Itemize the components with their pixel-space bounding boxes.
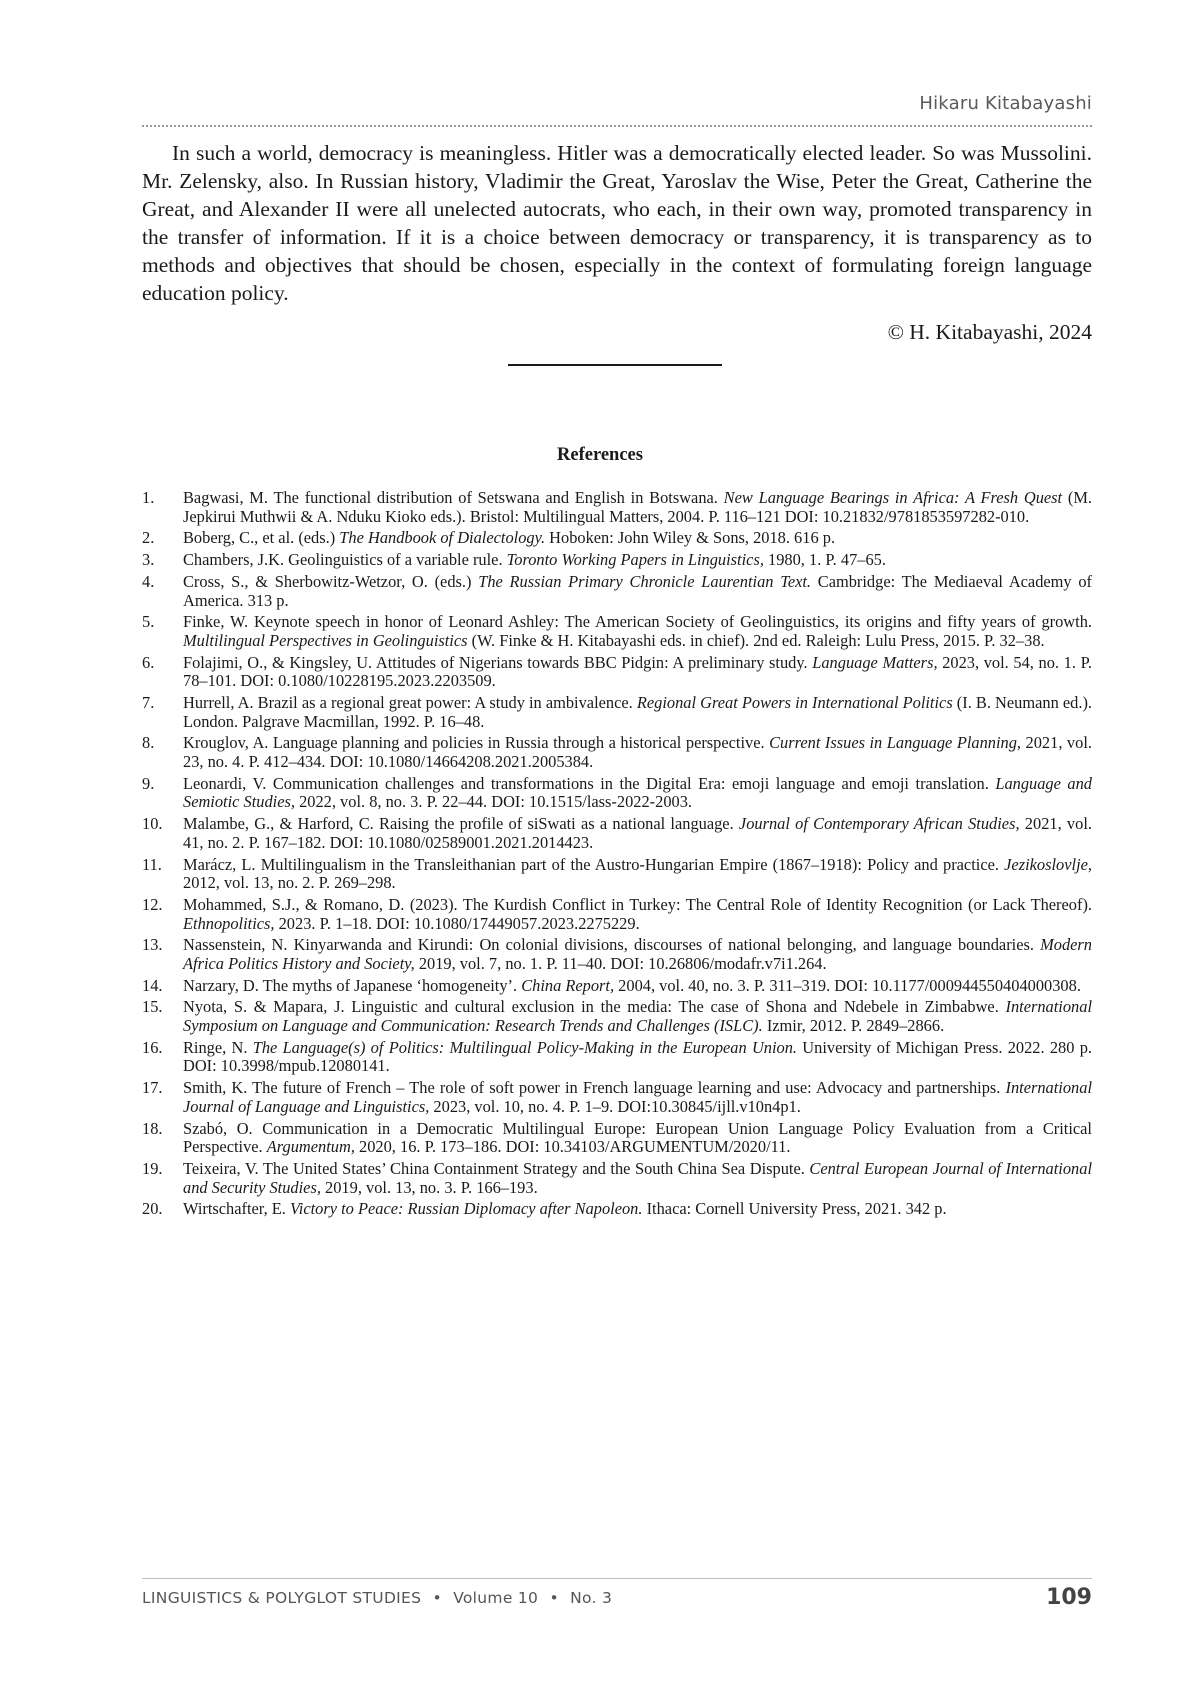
reference-publication-details: 2021, vol. 41, no. 2. P. 167–182. DOI: 10.1080/02589001.2021.2014423. — [183, 814, 1092, 852]
reference-source-title: China Report, — [521, 975, 615, 995]
journal-volume: Volume 10 — [453, 1589, 539, 1607]
reference-authors-title: Bagwasi, M. The functional distribution of Setswana and English in Botswana. — [183, 488, 724, 507]
references-list — [142, 489, 1092, 1222]
reference-source-title: Ethnopolitics, — [183, 913, 275, 933]
reference-text — [183, 1160, 1092, 1197]
reference-item — [142, 529, 1092, 548]
reference-number: 11. — [142, 854, 162, 874]
reference-item — [142, 936, 1092, 973]
reference-publication-details: Ithaca: Cornell University Press, 2021. 342 p. — [642, 1199, 947, 1219]
reference-source-title: The Language(s) of Politics: Multilingual Policy-Making in the European Union. — [252, 1037, 798, 1057]
reference-text — [183, 694, 1092, 731]
reference-item — [142, 977, 1092, 996]
reference-number: 16. — [142, 1037, 163, 1057]
reference-number: 8. — [142, 733, 155, 753]
reference-source-title: Victory to Peace: Russian Diplomacy after Napoleon. — [290, 1199, 643, 1219]
reference-item — [142, 1039, 1092, 1076]
reference-authors-title: Cross, S., & Sherbowitz-Wetzor, O. (eds.) — [183, 571, 479, 591]
reference-text — [183, 998, 1092, 1035]
reference-publication-details: Cambridge: The Mediaeval Academy of America. 313 p. — [183, 571, 1093, 610]
reference-number: 1. — [142, 488, 155, 507]
reference-publication-details: 2020, 16. P. 173–186. DOI: 10.34103/ARGUMENTUM/2020/11. — [354, 1137, 791, 1157]
reference-authors-title: Chambers, J.K. Geolinguistics of a variable rule. — [183, 550, 507, 570]
reference-publication-details: 2023, vol. 54, no. 1. P. 78–101. DOI: 0.1080/10228195.2023.2203509. — [183, 652, 1092, 691]
reference-authors-title: Krouglov, A. Language planning and policies in Russia through a historical perspective. — [183, 733, 770, 753]
reference-publication-details: 2023. P. 1–18. DOI: 10.1080/17449057.2023.2275229. — [274, 913, 640, 933]
reference-publication-details: (I. B. Neumann ed.). London. Palgrave Macmillan, 1992. P. 16–48. — [183, 693, 1093, 731]
reference-source-title: International Symposium on Language and Communication: Research Trends and Challenges (ISLC). — [183, 997, 1092, 1036]
reference-number: 6. — [142, 652, 155, 672]
reference-item — [142, 1200, 1092, 1219]
reference-text — [183, 1120, 1092, 1157]
reference-number: 9. — [142, 773, 155, 793]
reference-text — [183, 856, 1092, 893]
footer-separator: • — [432, 1589, 442, 1607]
reference-item — [142, 551, 1092, 570]
reference-item — [142, 613, 1092, 650]
reference-item — [142, 734, 1092, 771]
reference-item — [142, 998, 1092, 1035]
reference-source-title: Argumentum, — [266, 1137, 355, 1157]
reference-authors-title: Ringe, N. — [183, 1037, 253, 1057]
reference-source-title: The Russian Primary Chronicle Laurentian Text. — [478, 571, 812, 591]
reference-number: 2. — [142, 528, 155, 548]
reference-authors-title: Szabó, O. Communication in a Democratic Multilingual Europe: European Union Language Policy Evaluation from a Critical Perspective. — [183, 1118, 1092, 1157]
reference-publication-details: 2019, vol. 7, no. 1. P. 11–40. DOI: 10.26806/modafr.v7i1.264. — [414, 953, 827, 973]
reference-item — [142, 654, 1092, 691]
reference-authors-title: Smith, K. The future of French – The role of soft power in French language learning and use: Advocacy and partnerships. — [183, 1078, 1006, 1098]
reference-source-title: Multilingual Perspectives in Geolinguistics — [183, 630, 468, 650]
reference-number: 7. — [142, 693, 155, 713]
reference-publication-details: 2004, vol. 40, no. 3. P. 311–319. DOI: 10.1177/000944550404000308. — [614, 975, 1081, 995]
reference-publication-details: Hoboken: John Wiley & Sons, 2018. 616 p. — [545, 528, 836, 548]
reference-publication-details: (M. Jepkirui Muthwii & A. Nduku Kioko eds.). Bristol: Multilingual Matters, 2004. P. 116–121 DOI: 10.21832/9781853597282-010. — [183, 488, 1092, 526]
reference-text — [183, 734, 1092, 771]
reference-authors-title: Hurrell, A. Brazil as a regional great power: A study in ambivalence. — [183, 693, 637, 713]
reference-authors-title: Folajimi, O., & Kingsley, U. Attitudes of Nigerians towards BBC Pidgin: A preliminary study. — [183, 652, 813, 672]
reference-number: 17. — [142, 1078, 163, 1098]
page-number: 109 — [1046, 1585, 1092, 1610]
reference-text — [183, 815, 1092, 852]
reference-text — [183, 936, 1092, 973]
reference-source-title: Jezikoslovlje, — [1004, 854, 1092, 874]
reference-item — [142, 856, 1092, 893]
reference-source-title: Toronto Working Papers in Linguistics, — [506, 550, 764, 570]
reference-item — [142, 1160, 1092, 1197]
reference-publication-details: 2019, vol. 13, no. 3. P. 166–193. — [320, 1177, 538, 1197]
reference-source-title: The Handbook of Dialectology. — [339, 528, 546, 548]
footer-journal-info — [142, 1589, 612, 1607]
reference-authors-title: Boberg, C., et al. (eds.) — [183, 528, 340, 548]
reference-authors-title: Wirtschafter, E. — [183, 1199, 290, 1219]
reference-item — [142, 775, 1092, 812]
reference-number: 14. — [142, 975, 163, 995]
reference-text — [183, 613, 1092, 650]
reference-source-title: Language Matters, — [812, 652, 938, 672]
reference-text — [183, 489, 1092, 526]
reference-item — [142, 1079, 1092, 1116]
reference-authors-title: Malambe, G., & Harford, C. Raising the profile of siSwati as a national language. — [183, 814, 739, 834]
header-divider — [142, 125, 1092, 127]
reference-number: 13. — [142, 935, 163, 955]
reference-source-title: International Journal of Language and Linguistics, — [183, 1078, 1092, 1116]
reference-item — [142, 489, 1092, 526]
reference-source-title: Journal of Contemporary African Studies, — [738, 814, 1020, 834]
reference-number: 18. — [142, 1118, 163, 1138]
section-divider — [508, 364, 722, 366]
reference-item — [142, 896, 1092, 933]
reference-text — [183, 654, 1092, 691]
reference-publication-details: Izmir, 2012. P. 2849–2866. — [762, 1016, 945, 1036]
reference-text — [183, 1039, 1092, 1076]
footer-separator: • — [549, 1589, 559, 1607]
reference-publication-details: 2012, vol. 13, no. 2. P. 269–298. — [183, 873, 396, 893]
reference-number: 19. — [142, 1158, 163, 1178]
reference-authors-title: Narzary, D. The myths of Japanese ‘homogeneity’. — [183, 975, 522, 995]
reference-publication-details: 2022, vol. 8, no. 3. P. 22–44. DOI: 10.1515/lass-2022-2003. — [294, 792, 692, 812]
running-head-author: Hikaru Kitabayashi — [919, 93, 1092, 114]
reference-text — [183, 573, 1092, 610]
reference-authors-title: Finke, W. Keynote speech in honor of Leonard Ashley: The American Society of Geolinguistics, its origins and fifty years of growth. — [183, 612, 1092, 632]
reference-source-title: Language and Semiotic Studies, — [183, 773, 1093, 812]
reference-authors-title: Mohammed, S.J., & Romano, D. (2023). The Kurdish Conflict in Turkey: The Central Role of Identity Recognition (or Lack Thereof). — [183, 894, 1092, 914]
footer-divider — [142, 1578, 1092, 1579]
reference-authors-title: Marácz, L. Multilingualism in the Transleithanian part of the Austro-Hungarian Empire (1867–1918): Policy and practice. — [183, 854, 1005, 874]
reference-number: 10. — [142, 814, 163, 834]
reference-source-title: Current Issues in Language Planning, — [769, 733, 1022, 753]
reference-source-title: Central European Journal of International and Security Studies, — [183, 1158, 1092, 1197]
reference-authors-title: Nyota, S. & Mapara, J. Linguistic and cultural exclusion in the media: The case of Shona and Ndebele in Zimbabwe. — [183, 997, 1006, 1017]
reference-publication-details: 2021, vol. 23, no. 4. P. 412–434. DOI: 10.1080/14664208.2021.2005384. — [183, 733, 1092, 772]
reference-item — [142, 694, 1092, 731]
journal-title: LINGUISTICS & POLYGLOT STUDIES — [142, 1589, 422, 1607]
journal-issue: No. 3 — [570, 1589, 613, 1607]
reference-source-title: New Language Bearings in Africa: A Fresh Quest — [723, 488, 1063, 507]
reference-publication-details: (W. Finke & H. Kitabayashi eds. in chief). 2nd ed. Raleigh: Lulu Press, 2015. P. 32–38. — [467, 630, 1045, 650]
reference-item — [142, 815, 1092, 852]
reference-text — [183, 1200, 1092, 1219]
body-paragraph: In such a world, democracy is meaningless. Hitler was a democratically elected leader. So was Mussolini. Mr. Zelensky, also. In Russian history, Vladimir the Great, Yaroslav the Wise, Peter the Great, Catherine the Great, and Alexander II were all unelected autocrats, who each, in their own way, promoted transparency in the transfer of information. If it is a choice between democracy or transparency, it is transparency as to methods and objectives that should be chosen, especially in the context of formulating foreign language education policy. — [142, 141, 1092, 305]
reference-text — [183, 896, 1092, 933]
copyright-line: © H. Kitabayashi, 2024 — [887, 320, 1092, 344]
reference-source-title: Modern Africa Politics History and Society, — [183, 935, 1092, 973]
reference-text — [183, 775, 1092, 812]
reference-publication-details: 1980, 1. P. 47–65. — [763, 550, 886, 570]
reference-text — [183, 1079, 1092, 1116]
reference-number: 4. — [142, 571, 155, 591]
reference-text — [183, 977, 1092, 996]
reference-number: 5. — [142, 612, 155, 632]
reference-number: 15. — [142, 997, 163, 1017]
reference-authors-title: Leonardi, V. Communication challenges and transformations in the Digital Era: emoji language and emoji translation. — [183, 773, 996, 793]
reference-text — [183, 551, 1092, 570]
references-heading: References — [557, 445, 643, 465]
reference-number: 12. — [142, 894, 163, 914]
reference-authors-title: Teixeira, V. The United States’ China Containment Strategy and the South China Sea Dispute. — [183, 1158, 810, 1178]
reference-number: 3. — [142, 550, 155, 570]
reference-text — [183, 529, 1092, 548]
reference-number: 20. — [142, 1199, 163, 1219]
reference-publication-details: University of Michigan Press. 2022. 280 p. DOI: 10.3998/mpub.12080141. — [183, 1037, 1092, 1076]
reference-item — [142, 1120, 1092, 1157]
reference-authors-title: Nassenstein, N. Kinyarwanda and Kirundi: On colonial divisions, discourses of national belonging, and language boundaries. — [183, 935, 1041, 955]
reference-item — [142, 573, 1092, 610]
reference-source-title: Regional Great Powers in International Politics — [636, 693, 953, 713]
reference-publication-details: 2023, vol. 10, no. 4. P. 1–9. DOI:10.30845/ijll.v10n4p1. — [429, 1096, 801, 1116]
